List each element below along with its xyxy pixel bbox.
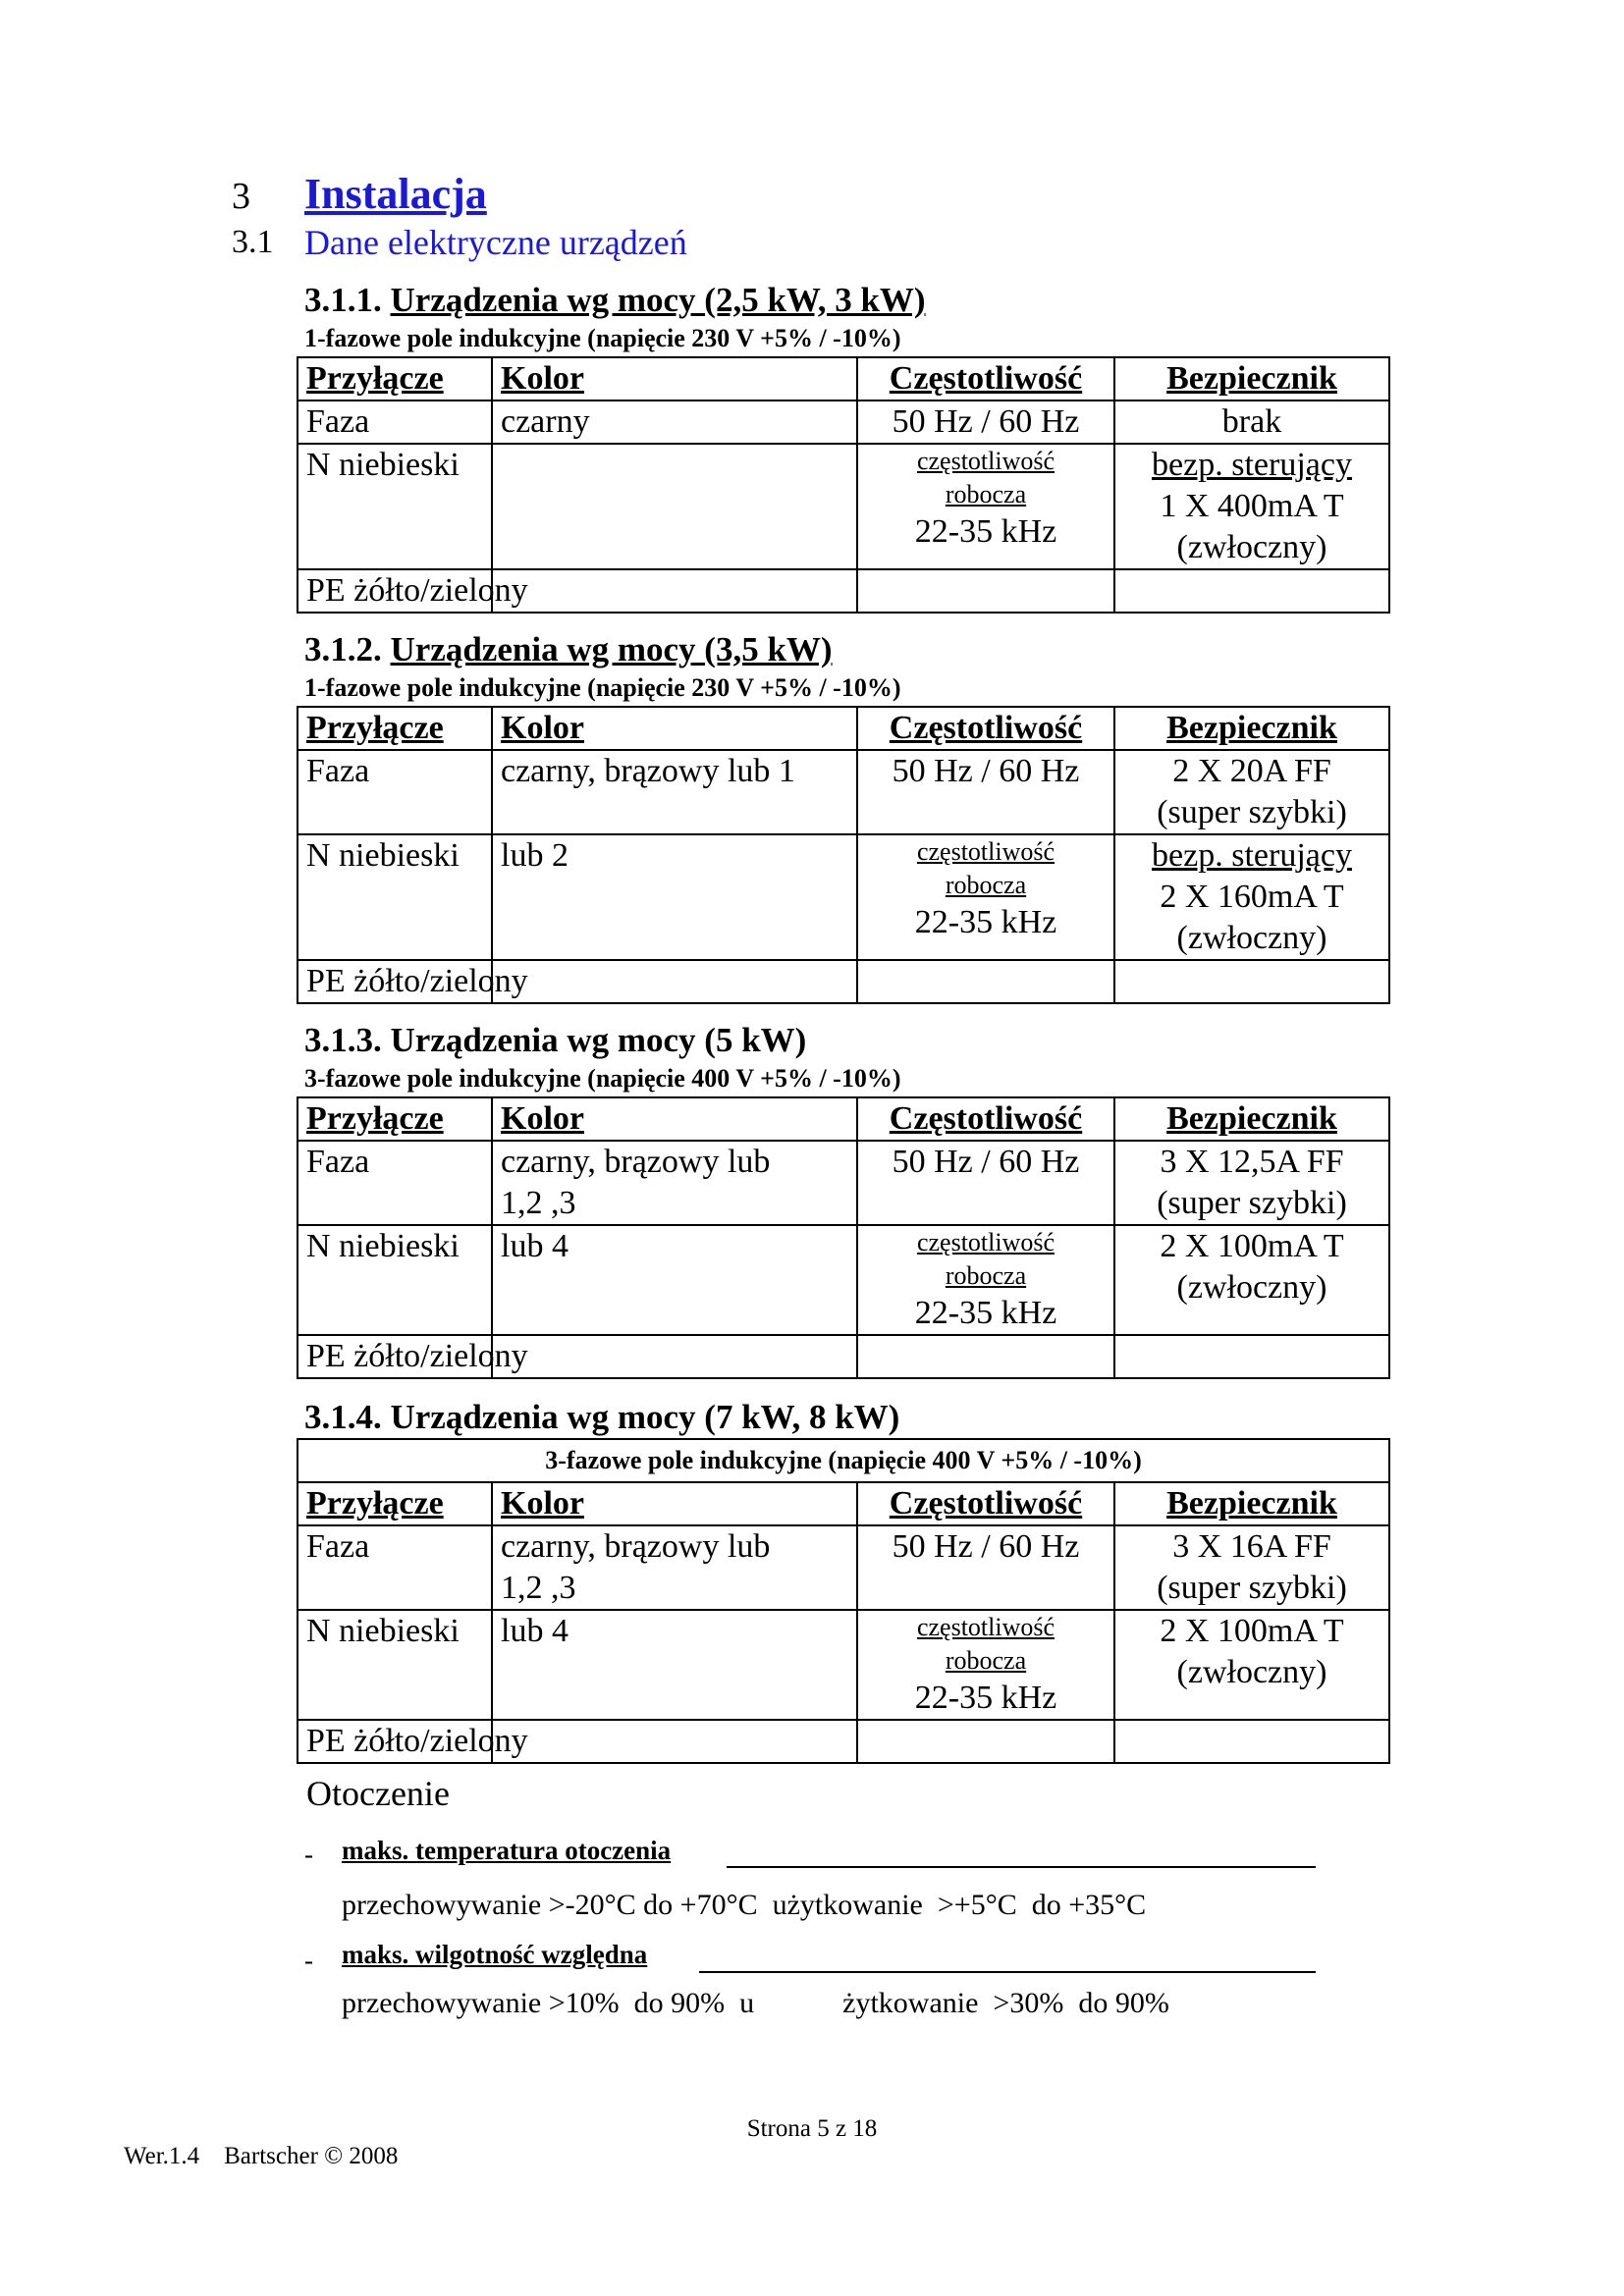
fuse-value: 3 X 12,5A FF: [1160, 1144, 1344, 1180]
cell: 50 Hz / 60 Hz: [857, 1525, 1114, 1610]
table-row: [298, 1525, 1389, 1610]
header-cell: Bezpiecznik: [1114, 357, 1389, 400]
header-cell: Bezpiecznik: [1114, 1097, 1389, 1141]
spec-table: [297, 1096, 1390, 1379]
freq-label: częstotliwość: [916, 447, 1056, 475]
section-title-text: Urządzenia wg mocy (2,5 kW, 3 kW): [390, 281, 926, 319]
table-subtitle-row: [298, 1439, 1389, 1482]
fuse-value: 2 X 100mA T: [1160, 1613, 1344, 1649]
header-cell: Bezpiecznik: [1114, 1482, 1389, 1525]
color-value: 1,2 ,3: [501, 1185, 576, 1221]
freq-label: robocza: [945, 480, 1027, 508]
spec-table: [297, 1438, 1390, 1764]
section-number: 3.1.2.: [304, 630, 382, 668]
subheading-number: 3.1: [232, 224, 274, 260]
cell: [857, 444, 1114, 569]
underline-rule: [699, 1971, 1316, 1973]
environment-title: Otoczenie: [306, 1774, 450, 1813]
fuse-note: (super szybki): [1157, 1570, 1347, 1606]
cell: [492, 1335, 857, 1378]
color-value: czarny, brązowy lub: [501, 1144, 771, 1180]
section-title-text: Urządzenia wg mocy (7 kW, 8 kW): [390, 1398, 900, 1436]
temperature-label: maks. temperatura otoczenia: [342, 1836, 672, 1865]
header-cell: Przyłącze: [298, 707, 492, 750]
freq-label: częstotliwość: [916, 837, 1056, 866]
cell: [1114, 444, 1389, 569]
cell: 50 Hz / 60 Hz: [857, 750, 1114, 834]
cell: 50 Hz / 60 Hz: [857, 400, 1114, 444]
spec-table: [297, 356, 1390, 614]
bullet-dash: -: [304, 1946, 313, 1975]
freq-label: robocza: [945, 1261, 1027, 1290]
cell: [298, 960, 528, 1003]
cell: lub 2: [492, 834, 857, 960]
cell: [492, 960, 857, 1003]
freq-label: częstotliwość: [916, 1613, 1056, 1641]
cell: lub 4: [492, 1225, 857, 1335]
section-title: [304, 1021, 806, 1060]
fuse-note: (zwłoczny): [1176, 1269, 1327, 1306]
cell: Faza: [298, 1141, 492, 1225]
header-cell: Przyłącze: [298, 1482, 492, 1525]
cell: lub 4: [492, 1610, 857, 1720]
cell: [1114, 1610, 1389, 1720]
table-row: [298, 1225, 1389, 1335]
table-row: [298, 750, 1389, 834]
header-cell: Częstotliwość: [857, 707, 1114, 750]
cell: [298, 1720, 528, 1763]
cell: [857, 1335, 1114, 1378]
heading-number: 3: [232, 176, 250, 217]
freq-label: robocza: [945, 1646, 1027, 1675]
cell: [1114, 960, 1389, 1003]
fuse-value: 2 X 160mA T: [1160, 879, 1344, 915]
cell: [1114, 1525, 1389, 1610]
cell: 50 Hz / 60 Hz: [857, 1141, 1114, 1225]
table-row: [298, 1335, 1389, 1378]
cell: N niebieski: [298, 834, 492, 960]
fuse-value: 2 X 20A FF: [1172, 753, 1331, 789]
fuse-label: bezp. sterujący: [1152, 837, 1352, 874]
cell: [857, 569, 1114, 613]
pe-label: PE żółto/zielony: [306, 963, 528, 999]
cell: [492, 1525, 857, 1610]
freq-label: robocza: [945, 871, 1027, 899]
cell: [1114, 750, 1389, 834]
fuse-note: (zwłoczny): [1176, 1654, 1327, 1690]
footer-version: Wer.1.4 Bartscher © 2008: [124, 2143, 399, 2169]
cell: [1114, 1141, 1389, 1225]
bullet-dash: -: [304, 1840, 313, 1869]
humidity-label: maks. wilgotność względna: [342, 1940, 648, 1969]
freq-value: 22-35 kHz: [914, 1680, 1057, 1716]
color-value: czarny, brązowy lub: [501, 1528, 771, 1565]
cell: [857, 1720, 1114, 1763]
section-title: [304, 630, 833, 669]
cell: N niebieski: [298, 1610, 492, 1720]
cell: Faza: [298, 400, 492, 444]
table-header-row: [298, 1097, 1389, 1141]
cell: N niebieski: [298, 444, 492, 569]
cell: [857, 1225, 1114, 1335]
page-number: Strona 5 z 18: [746, 2115, 878, 2142]
heading-title[interactable]: Instalacja: [304, 170, 487, 218]
freq-value: 22-35 kHz: [914, 904, 1057, 940]
cell: [857, 960, 1114, 1003]
cell: [1114, 1335, 1389, 1378]
table-row: [298, 1720, 1389, 1763]
section-title: [304, 1398, 899, 1437]
section-number: 3.1.4.: [304, 1398, 382, 1436]
section-number: 3.1.3.: [304, 1021, 382, 1059]
header-cell: Kolor: [492, 707, 857, 750]
fuse-note: (zwłoczny): [1176, 529, 1327, 565]
fuse-note: (super szybki): [1157, 794, 1347, 830]
cell: [492, 444, 857, 569]
header-cell: Bezpiecznik: [1114, 707, 1389, 750]
cell: brak: [1114, 400, 1389, 444]
header-cell: Przyłącze: [298, 357, 492, 400]
table-header-row: [298, 1482, 1389, 1525]
cell: [857, 834, 1114, 960]
section-title-text: Urządzenia wg mocy (5 kW): [390, 1021, 807, 1059]
header-cell: Częstotliwość: [857, 1482, 1114, 1525]
header-cell: Kolor: [492, 1482, 857, 1525]
fuse-label: bezp. sterujący: [1152, 447, 1352, 483]
underline-rule: [727, 1866, 1316, 1868]
pe-label: PE żółto/zielony: [306, 1723, 528, 1759]
table-row: [298, 960, 1389, 1003]
table-row: [298, 1610, 1389, 1720]
fuse-note: (zwłoczny): [1176, 920, 1327, 956]
fuse-value: 2 X 100mA T: [1160, 1228, 1344, 1264]
header-cell: Kolor: [492, 357, 857, 400]
cell: czarny, brązowy lub 1: [492, 750, 857, 834]
table-row: [298, 1141, 1389, 1225]
cell: [1114, 1225, 1389, 1335]
table-row: [298, 834, 1389, 960]
humidity-detail: przechowywanie >10% do 90% u żytkowanie >30% do 90%: [342, 1987, 1169, 2019]
cell: [492, 1720, 857, 1763]
table-row: [298, 569, 1389, 613]
section-subtitle: 3-fazowe pole indukcyjne (napięcie 400 V +5% / -10%): [304, 1064, 901, 1093]
cell: [1114, 834, 1389, 960]
section-subtitle: 3-fazowe pole indukcyjne (napięcie 400 V +5% / -10%): [298, 1439, 1389, 1482]
cell: [857, 1610, 1114, 1720]
cell: [298, 569, 528, 613]
freq-label: częstotliwość: [916, 1228, 1056, 1256]
cell: [1114, 569, 1389, 613]
header-cell: Częstotliwość: [857, 357, 1114, 400]
section-subtitle: 1-fazowe pole indukcyjne (napięcie 230 V +5% / -10%): [304, 673, 901, 702]
section-subtitle: 1-fazowe pole indukcyjne (napięcie 230 V +5% / -10%): [304, 324, 901, 352]
cell: Faza: [298, 1525, 492, 1610]
pe-label: PE żółto/zielony: [306, 1338, 528, 1374]
cell: [1114, 1720, 1389, 1763]
section-number: 3.1.1.: [304, 281, 382, 319]
color-value: 1,2 ,3: [501, 1570, 576, 1606]
fuse-note: (super szybki): [1157, 1185, 1347, 1221]
spec-table: [297, 706, 1390, 1004]
cell: Faza: [298, 750, 492, 834]
cell: [492, 569, 857, 613]
section-title-text: Urządzenia wg mocy (3,5 kW): [390, 630, 833, 668]
freq-value: 22-35 kHz: [914, 513, 1057, 550]
table-header-row: [298, 707, 1389, 750]
pe-label: PE żółto/zielony: [306, 572, 528, 609]
temperature-detail: przechowywanie >-20°C do +70°C użytkowanie >+5°C do +35°C: [342, 1889, 1147, 1921]
table-row: [298, 444, 1389, 569]
table-header-row: [298, 357, 1389, 400]
section-title: [304, 281, 926, 320]
table-row: [298, 400, 1389, 444]
fuse-value: 3 X 16A FF: [1172, 1528, 1331, 1565]
subheading-title[interactable]: Dane elektryczne urządzeń: [304, 223, 687, 262]
header-cell: Przyłącze: [298, 1097, 492, 1141]
header-cell: Kolor: [492, 1097, 857, 1141]
cell: [492, 1141, 857, 1225]
freq-value: 22-35 kHz: [914, 1295, 1057, 1331]
cell: czarny: [492, 400, 857, 444]
header-cell: Częstotliwość: [857, 1097, 1114, 1141]
cell: N niebieski: [298, 1225, 492, 1335]
cell: [298, 1335, 528, 1378]
fuse-value: 1 X 400mA T: [1160, 488, 1344, 524]
